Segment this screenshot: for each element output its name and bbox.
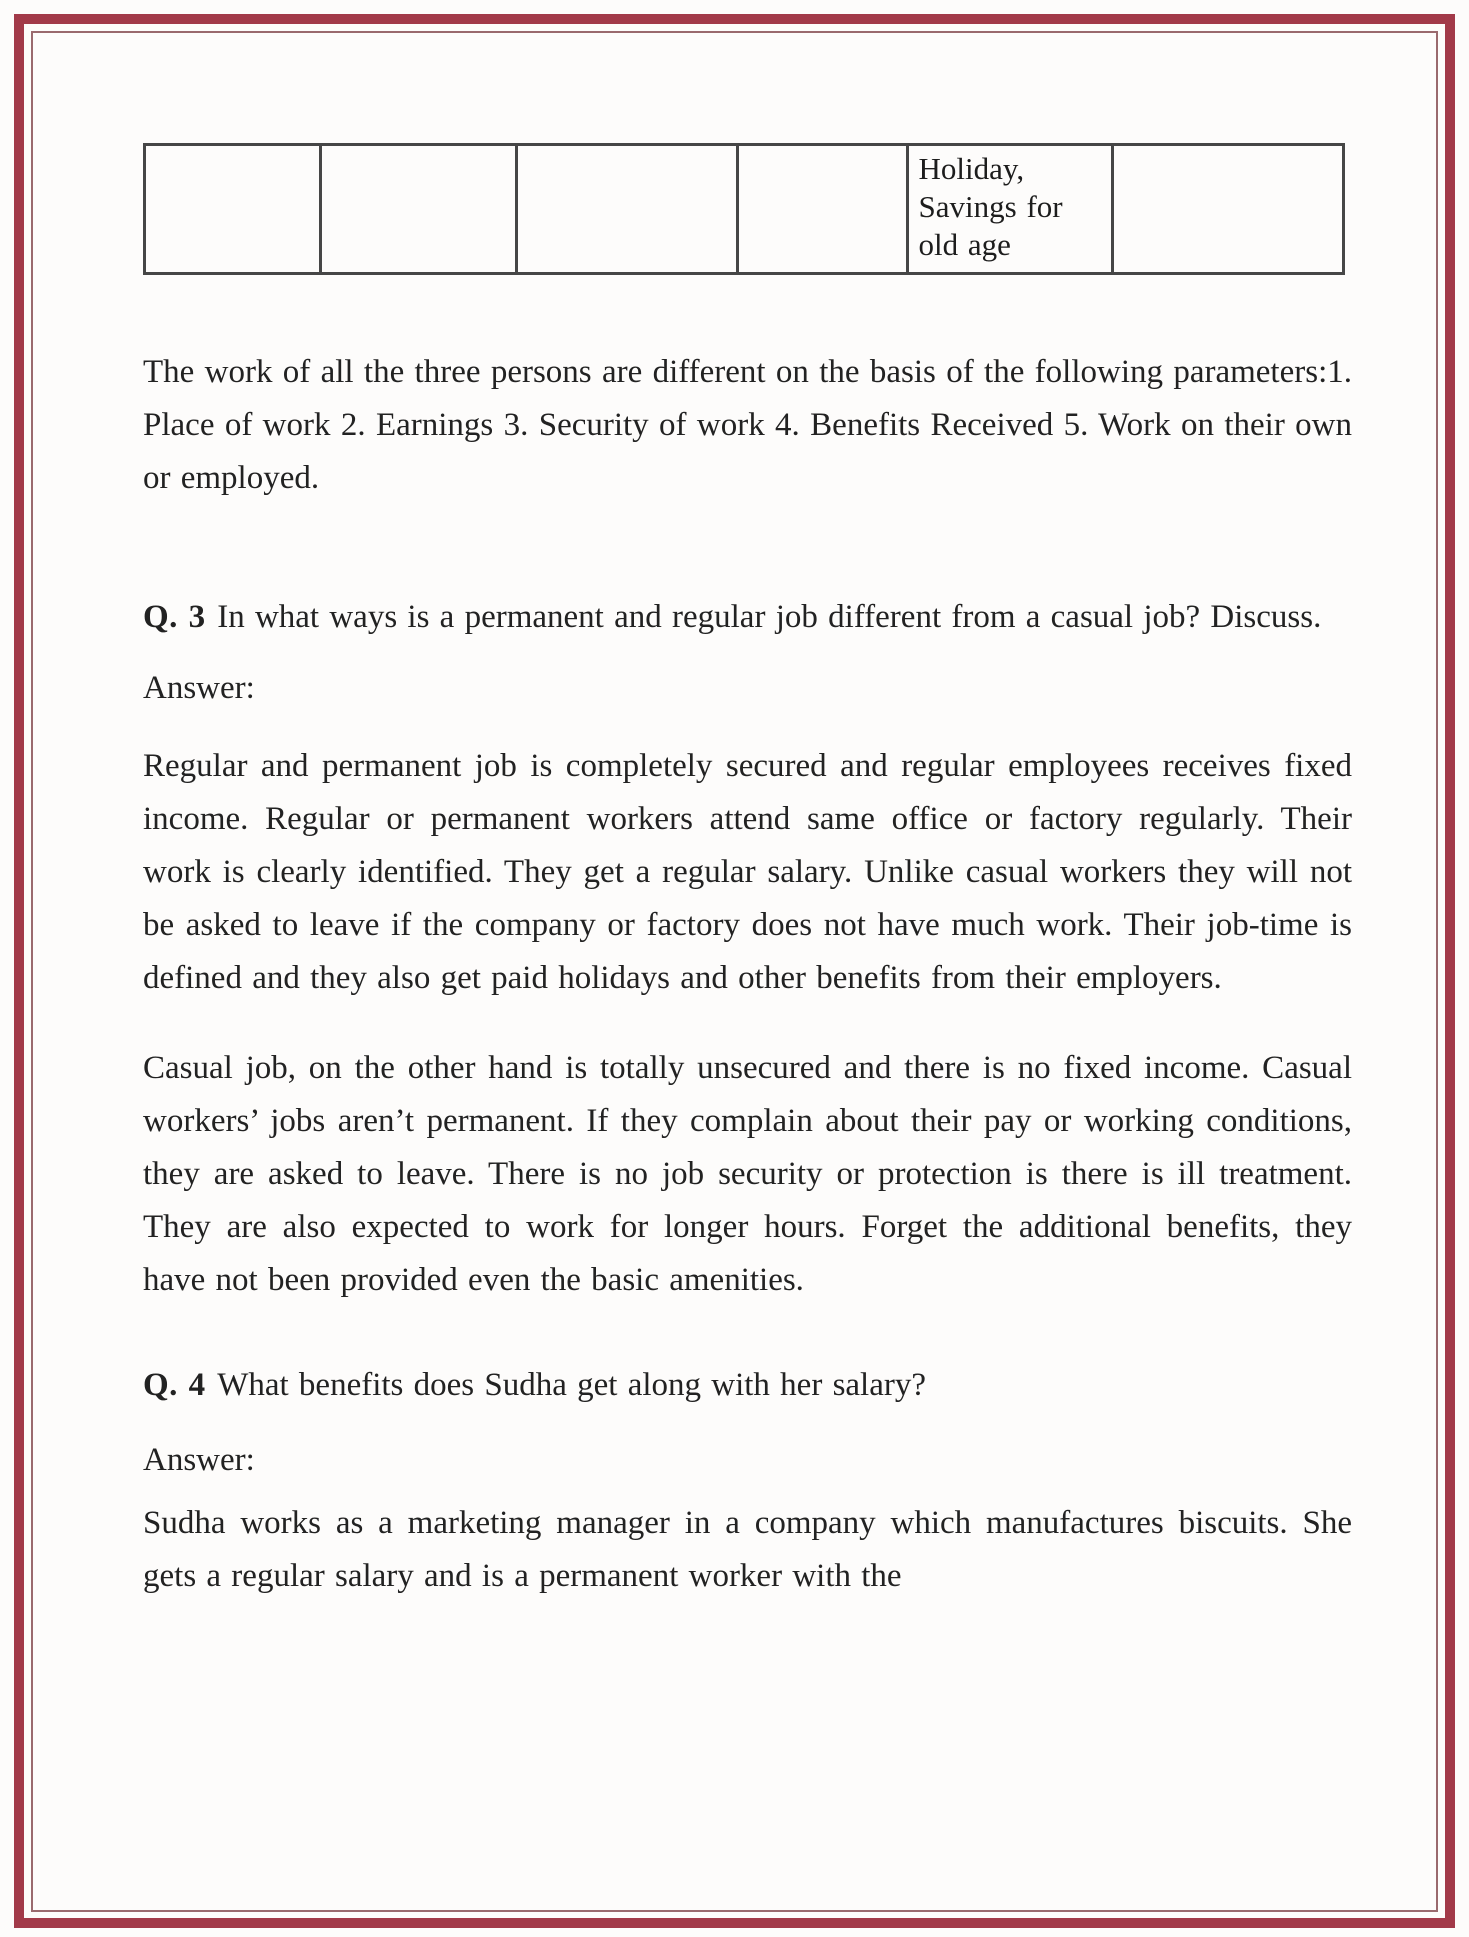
- table-cell-6: [1112, 145, 1343, 274]
- question-3-answer-paragraph-2: Casual job, on the other hand is totally unsecured and there is no fixed income. Casual workers’ jobs aren’t permanent. If they complain about their pay or working conditions, they are asked to leave. There is no job security or protection is there is ill treatment. They are also expected to work for longer hours. Forget the additional benefits, they have not been provided even the basic amenities.: [143, 1050, 1352, 1298]
- table-cell-benefits: Holiday, Savings for old age: [907, 145, 1112, 274]
- question-3-answer-label: Answer:: [143, 670, 255, 706]
- table-cell-2: [321, 145, 516, 274]
- question-4-label: Q. 4: [143, 1367, 206, 1403]
- question-4-answer-paragraph-1: Sudha works as a marketing manager in a company which manufactures biscuits. She gets a regular salary and is a permanent worker with the: [143, 1505, 1352, 1594]
- table-cell-1: [145, 145, 321, 274]
- question-3-text: In what ways is a permanent and regular job different from a casual job? Discuss.: [217, 599, 1322, 635]
- question-3-label: Q. 3: [143, 599, 206, 635]
- page-content: [143, 0, 1352, 1603]
- benefits-table: [143, 143, 1345, 275]
- question-4-answer-label: Answer:: [143, 1442, 255, 1478]
- question-4-heading: [143, 1359, 1352, 1412]
- question-4-text: What benefits does Sudha get along with her salary?: [217, 1367, 927, 1403]
- table-cell-3: [516, 145, 738, 274]
- table-cell-4: [738, 145, 907, 274]
- question-3-answer-paragraph-1: Regular and permanent job is completely secured and regular employees receives fixed income. Regular or permanent workers attend same office or factory regularly. Their work is clearly identified. They get a regular salary. Unlike casual workers they will not be asked to leave if the company or factory does not have much work. Their job-time is defined and they also get paid holidays and other benefits from their employers.: [143, 748, 1352, 996]
- intro-paragraph: The work of all the three persons are different on the basis of the following parameters:1. Place of work 2. Earnings 3. Security of work 4. Benefits Received 5. Work on their own or employed.: [143, 354, 1352, 496]
- table-row: [145, 145, 1344, 274]
- question-3-heading: [143, 591, 1352, 644]
